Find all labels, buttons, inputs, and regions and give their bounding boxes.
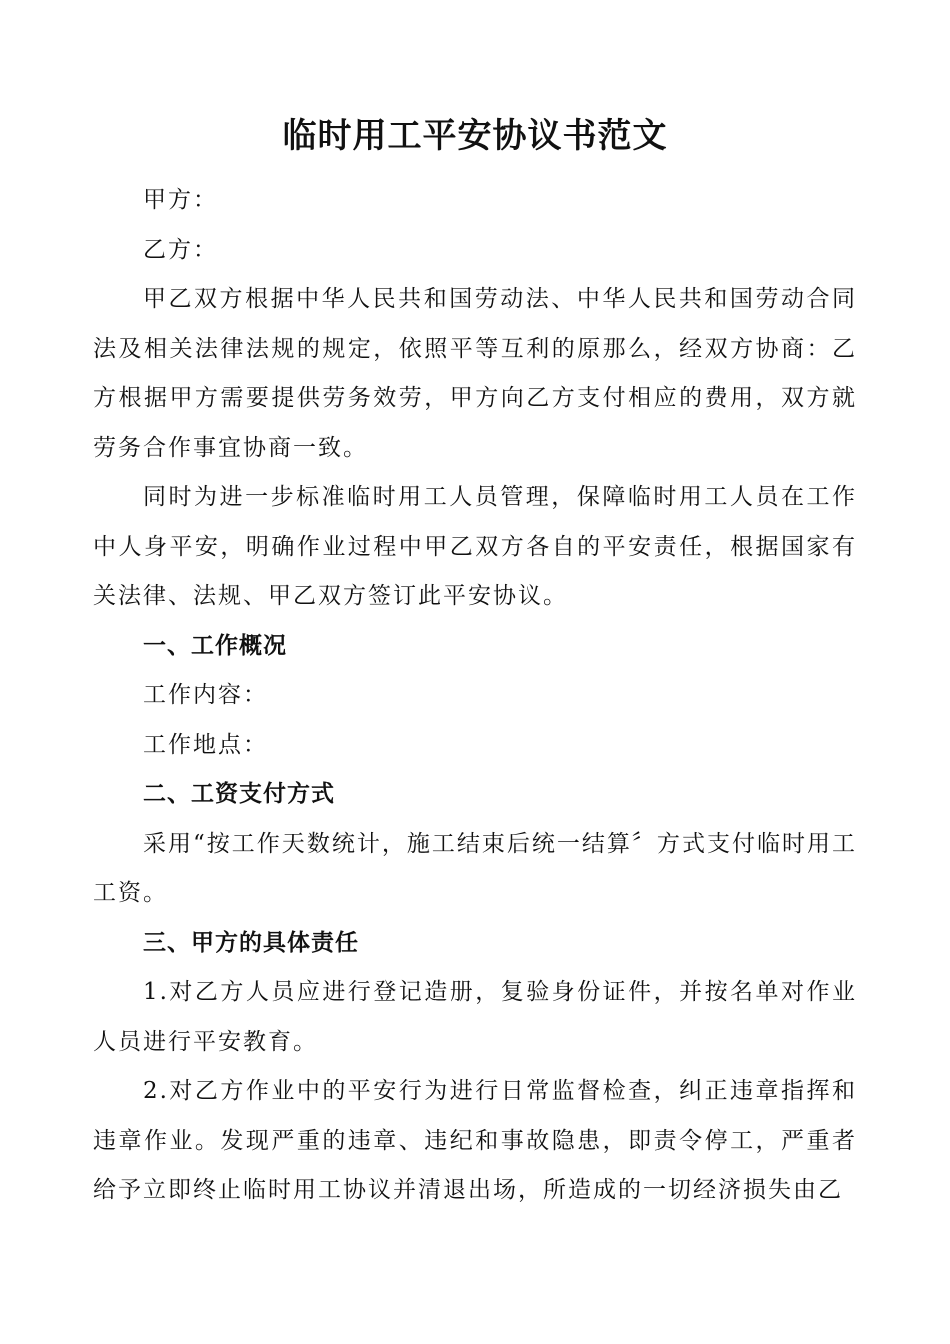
intro-paragraph-2: 同时为进一步标准临时用工人员管理，保障临时用工人员在工作中人身平安，明确作业过程中甲乙双方各自的平安责任，根据国家有关法律、法规、甲乙双方签订此平安协议。: [93, 484, 857, 609]
responsibility-item-1: 1.对乙方人员应进行登记造册，复验身份证件，并按名单对作业人员进行平安教育。: [93, 979, 857, 1055]
payment-paragraph: 采用“按工作天数统计，施工结束后统一结算〞方式支付临时用工工资。: [93, 830, 857, 906]
work-location-line: 工作地点：: [143, 731, 268, 758]
document-body: [93, 176, 857, 1216]
work-content-line: 工作内容：: [143, 682, 268, 708]
intro-paragraph-1: 甲乙双方根据中华人民共和国劳动法、中华人民共和国劳动合同法及相关法律法规的规定，依照平等互利的原那么，经双方协商：乙方根据甲方需要提供劳务效劳，甲方向乙方支付相应的费用，双方就劳务合作事宜协商一致。: [93, 286, 857, 461]
responsibility-item-2: 2.对乙方作业中的平安行为进行日常监督检查，纠正违章指挥和违章作业。发现严重的违章、违纪和事故隐患，即责令停工，严重者给予立即终止临时用工协议并清退出场，所造成的一切经济损失由乙: [93, 1078, 857, 1203]
party-a-line: 甲方：: [143, 187, 218, 213]
party-b-line: 乙方：: [143, 236, 218, 263]
section-1-heading: 一、工作概况: [143, 632, 287, 659]
section-2-heading: 二、工资支付方式: [143, 781, 335, 807]
section-3-heading: 三、甲方的具体责任: [143, 929, 359, 956]
document-title: 临时用工平安协议书范文: [282, 116, 668, 156]
